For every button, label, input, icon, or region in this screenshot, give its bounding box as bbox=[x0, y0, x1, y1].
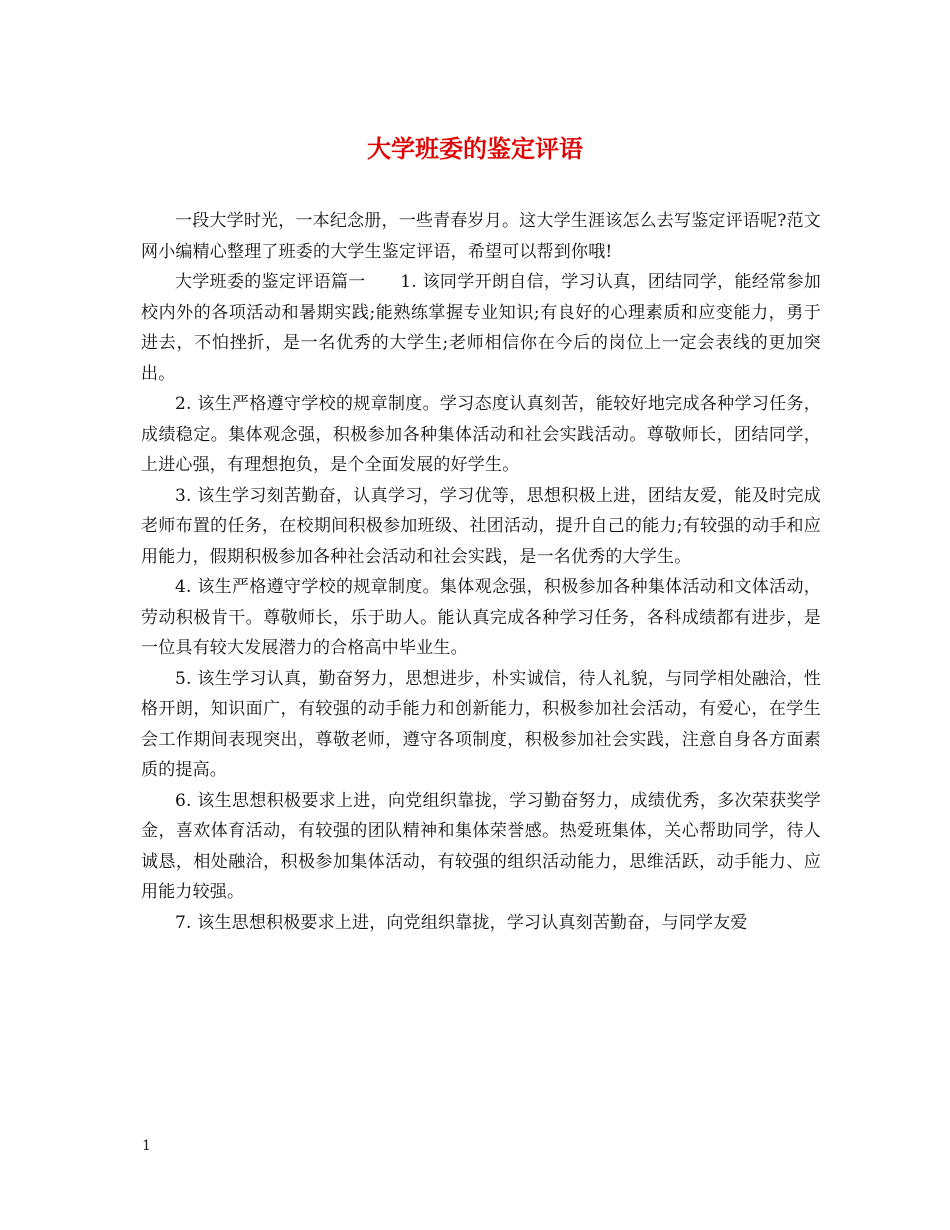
page-number: 1 bbox=[142, 1138, 151, 1154]
page-title: 大学班委的鉴定评语 bbox=[367, 134, 583, 163]
paragraph-intro: 一段大学时光，一本纪念册，一些青春岁月。这大学生涯该怎么去写鉴定评语呢?范文网小编精心整理了班委的大学生鉴定评语，希望可以帮到你哦! bbox=[141, 211, 821, 262]
paragraph-item-2: 2. 该生严格遵守学校的规章制度。学习态度认真刻苦，能较好地完成各种学习任务，成绩稳定。集体观念强，积极参加各种集体活动和社会实践活动。尊敬师长，团结同学，上进心强，有理想抱负，是个全面发展的好学生。 bbox=[141, 394, 821, 475]
document-body bbox=[141, 206, 821, 938]
paragraph-item-7: 7. 该生思想积极要求上进，向党组织靠拢，学习认真刻苦勤奋，与同学友爱 bbox=[175, 912, 748, 933]
paragraph-item-1: 大学班委的鉴定评语篇一 1. 该同学开朗自信，学习认真，团结同学，能经常参加校内外的各项活动和暑期实践;能熟练掌握专业知识;有良好的心理素质和应变能力，勇于进去，不怕挫折，是一名优秀的大学生;老师相信你在今后的岗位上一定会表线的更加突出。 bbox=[141, 272, 821, 384]
paragraph-item-5: 5. 该生学习认真，勤奋努力，思想进步，朴实诚信，待人礼貌，与同学相处融洽，性格开朗，知识面广，有较强的动手能力和创新能力，积极参加社会活动，有爱心，在学生会工作期间表现突出，尊敬老师，遵守各项制度，积极参加社会实践，注意自身各方面素质的提高。 bbox=[141, 668, 821, 780]
paragraph-item-4: 4. 该生严格遵守学校的规章制度。集体观念强，积极参加各种集体活动和文体活动，劳动积极肯干。尊敬师长，乐于助人。能认真完成各种学习任务，各科成绩都有进步，是一位具有较大发展潜力的合格高中毕业生。 bbox=[141, 577, 821, 658]
paragraph-item-6: 6. 该生思想积极要求上进，向党组织靠拢，学习勤奋努力，成绩优秀，多次荣获奖学金，喜欢体育活动，有较强的团队精神和集体荣誉感。热爱班集体，关心帮助同学，待人诚恳，相处融洽，积极参加集体活动，有较强的组织活动能力，思维活跃，动手能力、应用能力较强。 bbox=[141, 790, 821, 902]
paragraph-item-3: 3. 该生学习刻苦勤奋，认真学习，学习优等，思想积极上进，团结友爱，能及时完成老师布置的任务，在校期间积极参加班级、社团活动，提升自己的能力;有较强的动手和应用能力，假期积极参加各种社会活动和社会实践，是一名优秀的大学生。 bbox=[141, 485, 821, 567]
